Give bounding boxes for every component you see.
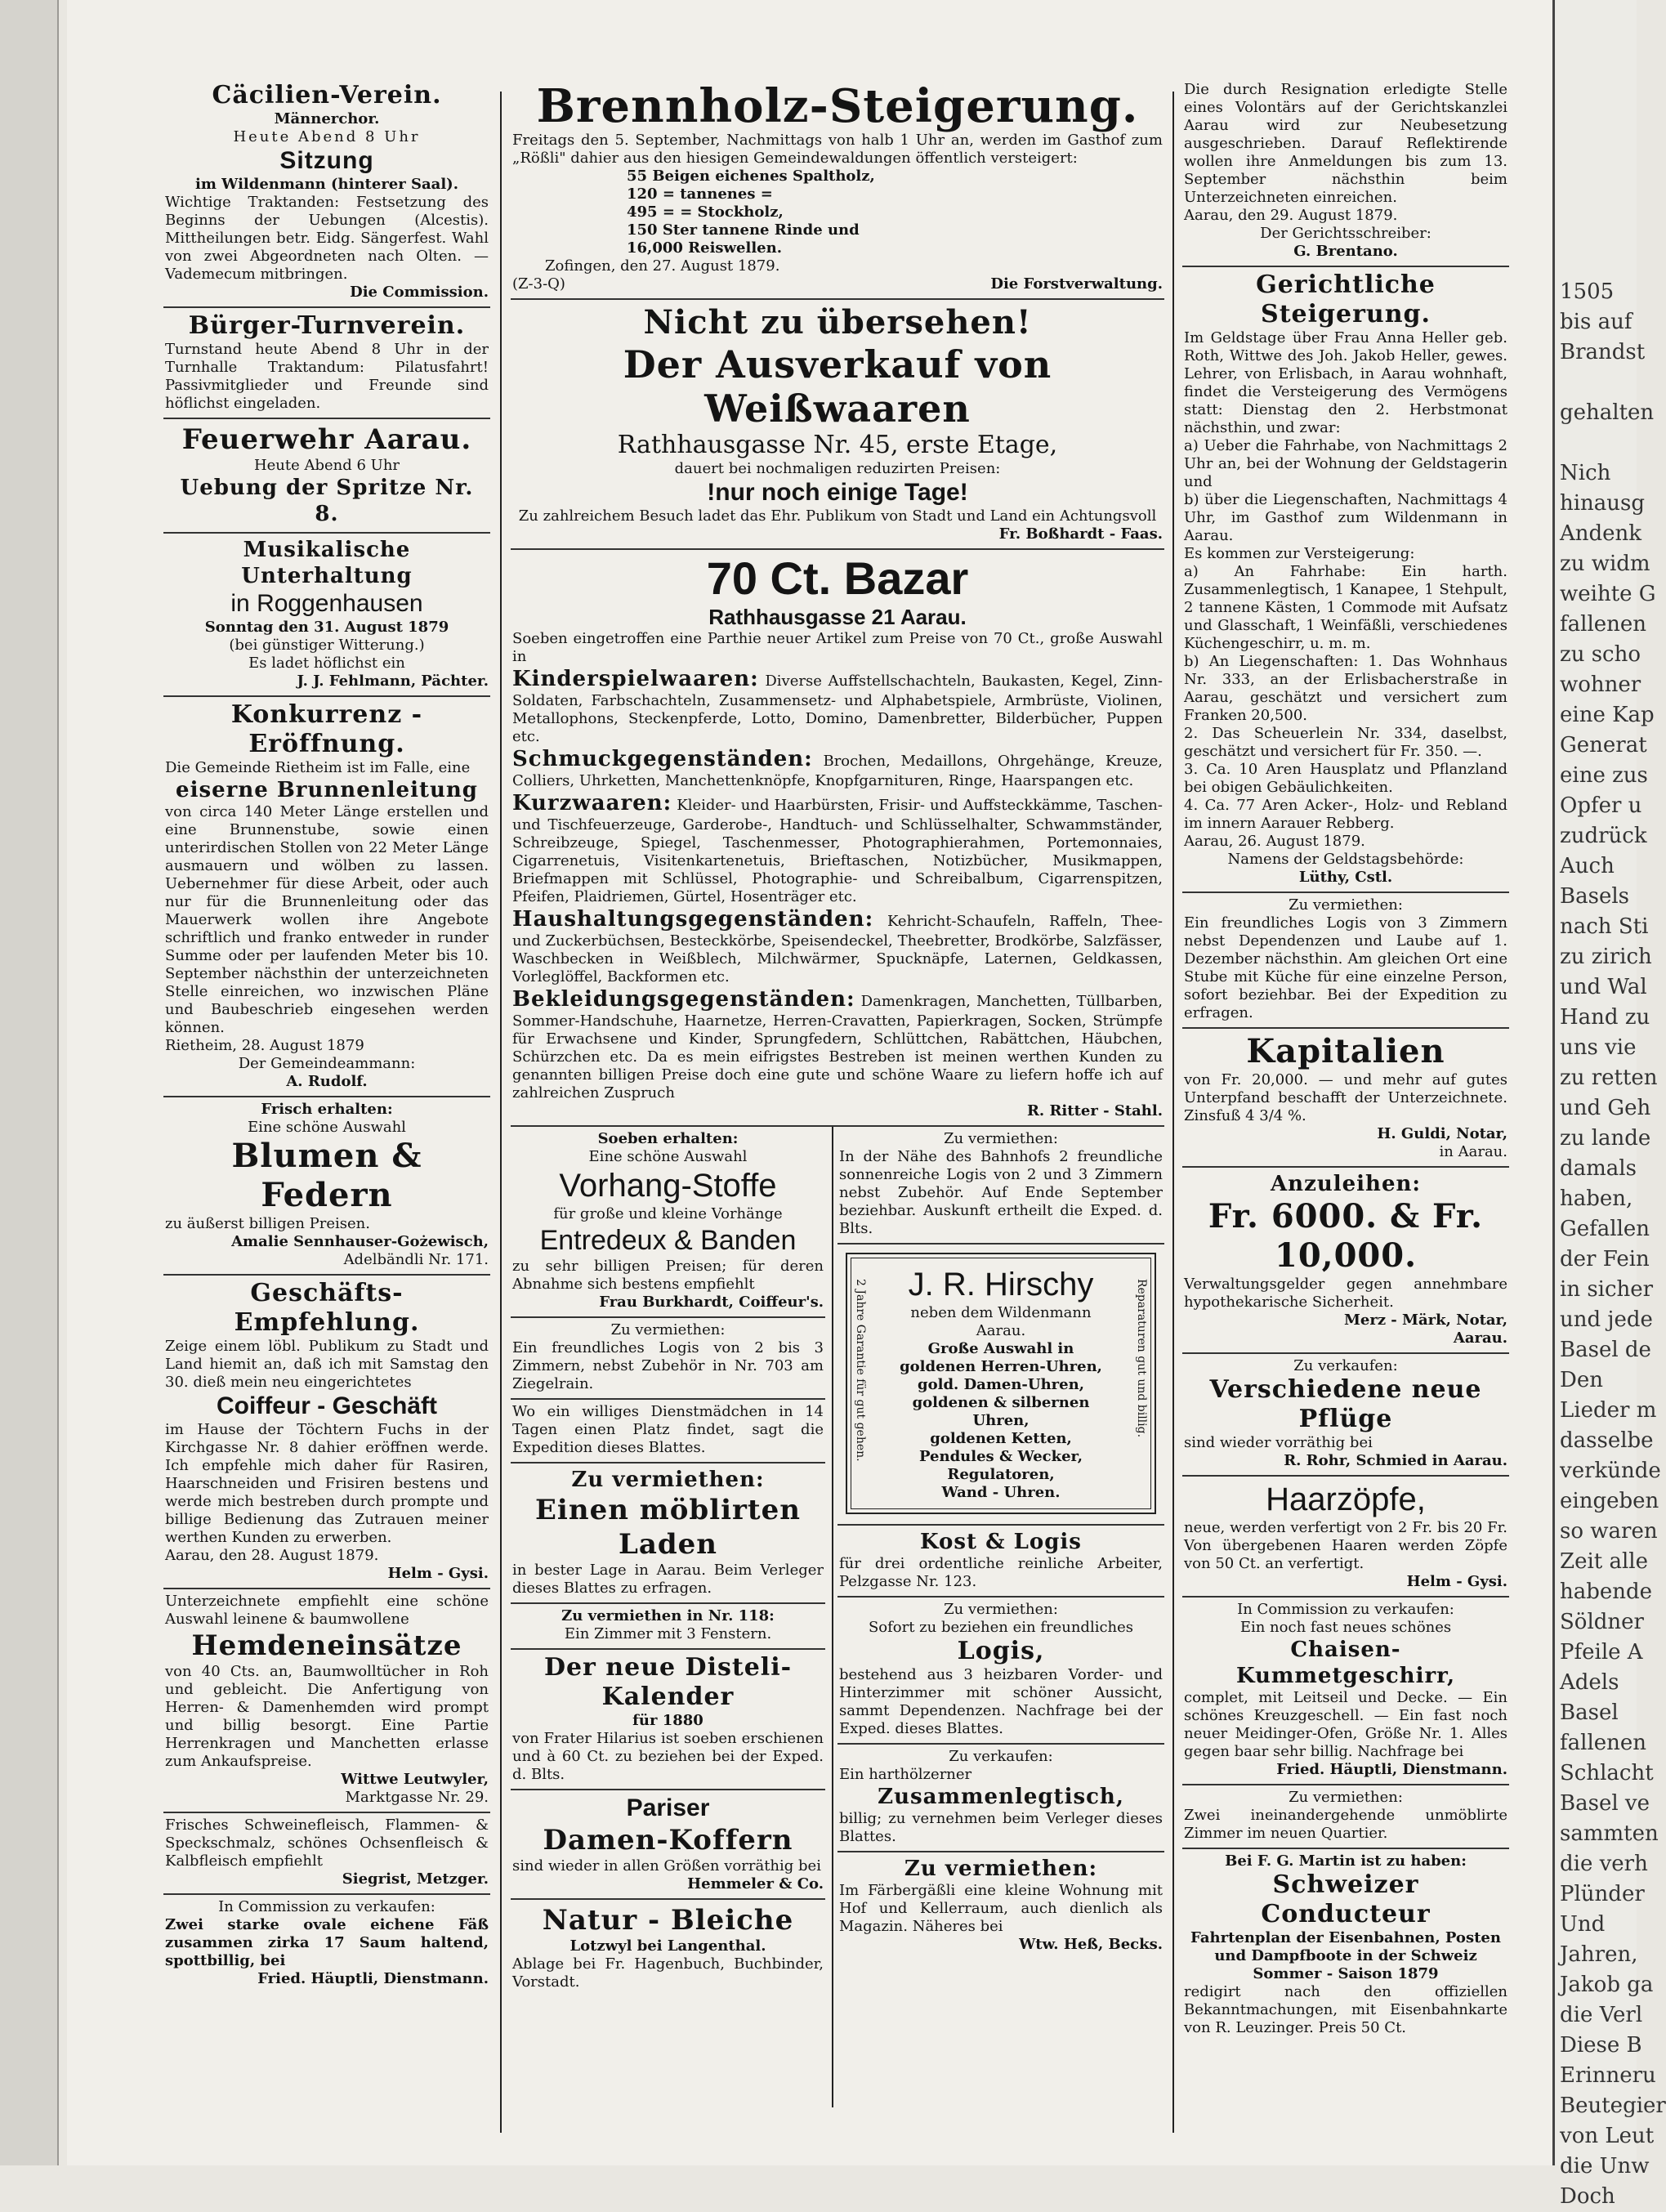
ad-zimmer-quartier: Zu vermiethen: Zwei ineinandergehende unmöblirte Zimmer im neuen Quartier. xyxy=(1182,1785,1509,1849)
adjacent-page-line: Erinneru xyxy=(1560,2063,1656,2088)
adjacent-page-line: Basel xyxy=(1560,1700,1619,1725)
adjacent-page-line: der Fein xyxy=(1560,1247,1650,1271)
ad-70ct-bazar: 70 Ct. Bazar Rathhausgasse 21 Aarau. Soeben eingetroffen eine Parthie neuer Artikel zum Preise von 70 Ct., große Auswahl in Kinderspielwaaren: Diverse Auffstellschachteln, Baukasten, Kegel, Zinn-Soldaten, Farbschachteln, Zusammensetz- und Alphabetspiele, Armbrüste, Violinen, Metallophons, Steckenpferde, Lotto, Domino, Damenbretter, Bilderbücher, Puppen etc. Schmuckgegenständen: Brochen, Medaillons, Ohrgehänge, Kreuze, Colliers, Uhrketten, Manchettenknöpfe, Knopfgarnituren, Ringe, Haarspangen etc. Kurzwaaren: Kleider- und Haarbürsten, Frisir- und Auffsteckkämme, Taschen- und Tischfeuerzeuge, Garderobe-, Handtuch- und Schlüsselhalter, Schwammständer, Schreibzeuge, Spiegel, Taschenmesser, Photographierahmen, Portemonnaies, Cigarrenetuis, Visitenkartenetuis, Brieftaschen, Notizbücher, Musikmappen, Briefmappen mit Schlüssel, Photographie- und Schreibalbum, Cigarrenspitzen, Pfeifen, Plaidriemen, Gürtel, Hosenträger etc. Haushaltungsgegenständen: Kehricht-Schaufeln, Raffeln, Thee- und Zuckerbüchsen, Besteckkörbe, Speisendeckel, Theebretter, Brodkörbe, Salzfässer, Waschbecken in Weißblech, Milchwärmer, Spucknäpfe, Laternen, Geldkassen, Vorleglöffel, Backformen etc. Bekleidungsgegenständen: Damenkragen, Manchetten, Tüllbarben, Sommer-Handschuhe, Haarnetze, Herren-Cravatten, Papierkragen, Socken, Strümpfe für Erwachsene und Kinder, Sprungfedern, Schlüttchen, Rabättchen, Häubchen, Schürzchen etc. Da es mein eifrigstes Bestreben ist meinen werthen Kunden zu genannten billigen Preise doch eine gute und schöne Waare zu liefern hoffe ich auf zahlreichen Zuspruch R. Ritter - Stahl. xyxy=(511,550,1164,1127)
adjacent-page-line: Jakob ga xyxy=(1560,1973,1654,1997)
ad-title: 70 Ct. Bazar xyxy=(706,552,969,604)
adjacent-page-line: zu scho xyxy=(1560,642,1641,667)
adjacent-page-line: von Leut xyxy=(1560,2124,1655,2148)
ad-feuerwehr: Feuerwehr Aarau. Heute Abend 6 Uhr Uebung der Spritze Nr. 8. xyxy=(163,419,490,534)
adjacent-page-line: Plünder xyxy=(1560,1882,1645,1906)
adjacent-page-line: habende xyxy=(1560,1580,1653,1604)
ad-schweinefleisch: Frisches Schweinefleisch, Flammen- & Speckschmalz, schönes Ochsenfleisch & Kalbfleisch empfiehlt Siegrist, Metzger. xyxy=(163,1813,490,1895)
adjacent-page-line: haben, xyxy=(1560,1186,1633,1211)
ad-haarzoepfe: Haarzöpfe, neue, werden verfertigt von 2 Fr. bis 20 Fr. Von übergebenen Haaren werden Zöpfe von 50 Ct. an verfertigt. Helm - Gysi. xyxy=(1182,1477,1509,1598)
column-3 xyxy=(1182,78,1509,2149)
adjacent-page-line: weihte G xyxy=(1560,582,1656,606)
ad-blumen-federn: Frisch erhalten: Eine schöne Auswahl Blumen & Federn zu äußerst billigen Preisen. Amalie Sennhauser-Gożewisch, Adelbändli Nr. 171. xyxy=(163,1097,490,1276)
adjacent-page-line: die Unw xyxy=(1560,2154,1650,2178)
ad-logis-dezember: Zu vermiethen: Ein freundliches Logis von 3 Zimmern nebst Dependenzen und Laube auf 1. Dezember nächsthin. Am gleichen Ort eine Stube mit Küche für eine einzelne Person, sofort beziehbar. Bei der Expedition zu erfragen. xyxy=(1182,893,1509,1029)
scan-left-margin xyxy=(0,0,59,2165)
ad-moeblirter-laden: Zu vermiethen: Einen möblirten Laden in bester Lage in Aarau. Beim Verleger dieses Blattes zu erfragen. xyxy=(511,1463,825,1604)
ad-buerger-turnverein: Bürger-Turnverein. Turnstand heute Abend 8 Uhr in der Turnhalle Traktandum: Pilatusfahrt! Passivmitglieder und Freunde sind höflichst eingeladen. xyxy=(163,308,490,419)
ad-brennholz-steigerung: Brennholz-Steigerung. Freitags den 5. September, Nachmittags von halb 1 Uhr an, werden im Gasthof zum „Rößli" dahier aus den hiesigen Gemeindewaldungen öffentlich versteigert: 55 Beigen eichenes Spaltholz, 120 = tannenes = 495 = = Stockholz, 150 Ster tannene Rinde und 16,000 Reiswellen. Zofingen, den 27. August 1879. (Z-3-Q) Die Forstverwaltung. xyxy=(511,78,1164,300)
ad-faesser: In Commission zu verkaufen: Zwei starke ovale eichene Fäß zusammen zirka 17 Saum haltend, spottbillig, bei Fried. Häuptli, Dienstmann. xyxy=(165,1898,489,1987)
column-2-lower xyxy=(511,1127,1164,2107)
ad-dienstmaedchen: Wo ein williges Dienstmädchen in 14 Tagen einen Platz findet, sagt die Expedition dieses Blattes. xyxy=(511,1400,825,1463)
ad-gerichtliche-steigerung: Gerichtliche Steigerung. Im Geldstage über Frau Anna Heller geb. Roth, Wittwe des Joh. Jakob Heller, gewes. Lehrer, von Erlisbach, in Aarau wohnhaft, findet die Versteigerung des Vermögens statt: Dienstag den 2. Herbstmonat nächsthin, und zwar: a) Ueber die Fahrhabe, von Nachmittags 2 Uhr an, bei der Wohnung der Geldstagerin und b) über die Liegenschaften, Nachmittags 4 Uhr, im Gasthof zum Wildenmann in Aarau. Es kommen zur Versteigerung: a) An Fahrhabe: Ein harth. Zusammenlegtisch, 1 Kanapee, 1 Stehpult, 2 tannene Kästen, 1 Commode mit Aufsatz und Glasschaft, 1 Weinfäßli, verschiedenes Küchengeschirr, u. m. m. b) An Liegenschaften: 1. Das Wohnhaus Nr. 333, an der Erlisbacherstraße in Aarau, geschätzt und versichert zum Franken 20,500. 2. Das Scheuerlein Nr. 334, daselbst, geschätzt und versichert für Fr. 350. —. 3. Ca. 10 Aren Hausplatz und Pflanzland bei obigen Gebäulichkeiten. 4. Ca. 77 Aren Acker-, Holz- und Rebland im innern Aarauer Rebberg. Aarau, 26. August 1879. Namens der Geldstagsbehörde: Lüthy, Cstl. xyxy=(1182,267,1509,893)
adjacent-page-line: fallenen xyxy=(1560,1731,1647,1755)
adjacent-page-line: die Verl xyxy=(1560,2003,1643,2027)
adjacent-page-line: zudrück xyxy=(1560,824,1647,848)
adjacent-page-line: eine Kap xyxy=(1560,703,1655,727)
ad-logis-3-zimmer: Zu vermiethen: Sofort zu beziehen ein freundliches Logis, bestehend aus 3 heizbaren Vorder- und Hinterzimmer mit schöner Aussicht, sammt Dependenzen. Nachfrage bei der Exped. dieses Blattes. xyxy=(837,1598,1164,1745)
ad-title: Cäcilien-Verein. xyxy=(212,81,442,109)
ad-title: Feuerwehr Aarau. xyxy=(181,423,472,456)
adjacent-page-line: Lieder m xyxy=(1560,1398,1657,1423)
ad-zimmer-118: Zu vermiethen in Nr. 118: Ein Zimmer mit 3 Fenstern. xyxy=(511,1604,825,1650)
adjacent-page-line: und jede xyxy=(1560,1307,1653,1332)
ad-konkurrenz: Konkurrenz - Eröffnung. Die Gemeinde Rietheim ist im Falle, eine eiserne Brunnenleitung von circa 140 Meter Länge erstellen und eine Brunnenstube, sowie einen unterirdischen Stollen von 22 Meter Länge ausmauern und wölben zu lassen. Uebernehmer für diese Arbeit, oder auch nur für die Brunnenleitung oder das Mauerwerk wollen ihre Angebote schriftlich und franko entweder in runder Summe oder per laufenden Meter bis 10. September nächsthin der unterzeichneten Stelle einreichen, wo inzwischen Pläne und Baubeschrieb eingesehen werden können. Rietheim, 28. August 1879 Der Gemeindeammann: A. Rudolf. xyxy=(163,697,490,1097)
column-rule xyxy=(832,1127,833,2107)
adjacent-page-line: uns vie xyxy=(1560,1035,1637,1060)
adjacent-page-line: Beutegier xyxy=(1560,2094,1666,2118)
ad-anzuleihen: Anzuleihen: Fr. 6000. & Fr. 10,000. Verwaltungsgelder gegen annehmbare hypothekarische Sicherheit. Merz - Märk, Notar, Aarau. xyxy=(1182,1168,1509,1354)
adjacent-page-line: wohner xyxy=(1560,673,1641,697)
ad-schweizer-conducteur: Bei F. G. Martin ist zu haben: Schweizer Conducteur Fahrtenplan der Eisenbahnen, Posten und Dampfboote in der Schweiz Sommer - Saison 1879 redigirt nach den offiziellen Bekanntmachungen, mit Eisenbahnkarte von R. Leuzinger. Preis 50 Ct. xyxy=(1184,1852,1507,2036)
adjacent-page-line: Auch xyxy=(1560,854,1615,878)
ad-title: Musikalische Unterhaltung xyxy=(241,538,413,588)
adjacent-page-line: eine zus xyxy=(1560,763,1648,788)
adjacent-page-line: Generat xyxy=(1560,733,1647,757)
ad-wohnung-faerbergaessli: Zu vermiethen: Im Färbergäßli eine kleine Wohnung mit Hof und Kellerraum, auch dienlich als Magazin. Näheres bei Wtw. Heß, Becks. xyxy=(839,1857,1163,1953)
adjacent-page-line: und Wal xyxy=(1560,975,1647,999)
adjacent-page-line: Nich xyxy=(1560,461,1611,485)
adjacent-page-line: verkünde xyxy=(1560,1459,1661,1483)
adjacent-page-line: Pfeile A xyxy=(1560,1640,1643,1665)
adjacent-page-line: Jahren, xyxy=(1560,1942,1638,1967)
adjacent-page-line: Basels xyxy=(1560,884,1629,909)
adjacent-page-line: so waren xyxy=(1560,1519,1658,1544)
adjacent-page-line: 1505 xyxy=(1560,279,1615,304)
ad-kost-logis: Kost & Logis für drei ordentliche reinliche Arbeiter, Pelzgasse Nr. 123. xyxy=(837,1526,1164,1598)
adjacent-page-line: zu lande xyxy=(1560,1126,1651,1151)
adjacent-page-line: Basel ve xyxy=(1560,1791,1650,1816)
adjacent-page-line: Und xyxy=(1560,1912,1606,1937)
ad-title: Gerichtliche Steigerung. xyxy=(1256,270,1436,328)
adjacent-page-line: Basel de xyxy=(1560,1338,1651,1362)
adjacent-page-line: eingeben xyxy=(1560,1489,1659,1513)
column-1 xyxy=(163,78,490,2149)
ad-title: Brennholz-Steigerung. xyxy=(536,79,1139,133)
adjacent-page-line: in sicher xyxy=(1560,1277,1654,1302)
adjacent-page-line: Zeit alle xyxy=(1560,1549,1648,1574)
adjacent-page-strip xyxy=(1552,0,1666,2209)
adjacent-page-line xyxy=(1555,96,1637,126)
adjacent-page-line: Brandst xyxy=(1560,340,1646,364)
adjacent-page-line: Schlacht xyxy=(1560,1761,1654,1785)
adjacent-page-line: Andenk xyxy=(1560,521,1642,546)
ad-damen-koffern: Pariser Damen-Koffern sind wieder in allen Größen vorräthig bei Hemmeler & Co. xyxy=(511,1790,825,1900)
column-2b xyxy=(837,1127,1164,1959)
adjacent-page-line: bis auf xyxy=(1560,310,1633,334)
adjacent-page-line: hinausg xyxy=(1560,491,1646,516)
adjacent-page-line: Adels xyxy=(1560,1670,1619,1695)
ad-kummetgeschirr: In Commission zu verkaufen: Ein noch fast neues schönes Chaisen-Kummetgeschirr, complet, mit Leitseil und Decke. — Ein schönes Kreuzgeschell. — Ein fast noch neuer Meidinger-Ofen, Größe Nr. 1. Alles gegen baar sehr billig. Nachfrage bei Fried. Häuptli, Dienstmann. xyxy=(1182,1598,1509,1785)
adjacent-page-line: zu zirich xyxy=(1560,945,1652,969)
ad-title: Geschäfts-Empfehlung. xyxy=(234,1279,420,1337)
adjacent-page-line: Gefallen xyxy=(1560,1217,1650,1241)
ad-volontaer: Die durch Resignation erledigte Stelle eines Volontärs auf der Gerichtskanzlei Aarau wird zur Neubesetzung ausgeschrieben. Darauf Reflektirende wollen ihre Anmeldungen bis zum 13. September nächsthin beim Unterzeichneten einreichen. Aarau, den 29. August 1879. Der Gerichtsschreiber: G. Brentano. xyxy=(1182,78,1509,267)
adjacent-page-line: nach Sti xyxy=(1560,914,1649,939)
ad-title: Konkurrenz - Eröffnung. xyxy=(230,700,423,758)
adjacent-page-line xyxy=(1555,368,1637,398)
ad-logis-bahnhof: Zu vermiethen: In der Nähe des Bahnhofs 2 freundliche sonnenreiche Logis von 2 und 3 Zimmern nebst Zubehör. Auf Ende September beziehbar. Auskunft ertheilt die Exped. d. Blts. xyxy=(837,1127,1164,1245)
adjacent-page-line: gehalten xyxy=(1560,400,1655,425)
adjacent-page-line: Söldner xyxy=(1560,1610,1644,1634)
adjacent-page-line xyxy=(1555,247,1637,277)
ad-musik-unterhaltung: Musikalische Unterhaltung in Roggenhausen Sonntag den 31. August 1879 (bei günstiger Witterung.) Es ladet höflichst ein J. J. Fehlmann, Pächter. xyxy=(163,534,490,697)
ad-vorhang-stoffe: Soeben erhalten: Eine schöne Auswahl Vorhang-Stoffe für große und kleine Vorhänge Entredeux & Banden zu sehr billigen Preisen; für deren Abnahme sich bestens empfiehlt Frau Burkhardt, Coiffeur's. xyxy=(511,1127,825,1318)
adjacent-page-line: Den xyxy=(1560,1368,1603,1392)
adjacent-page-line xyxy=(1555,156,1637,186)
adjacent-page-line: dasselbe xyxy=(1560,1428,1654,1453)
adjacent-page-line: damals xyxy=(1560,1156,1637,1181)
adjacent-page-line: die verh xyxy=(1560,1852,1648,1876)
ad-title: Bürger-Turnverein. xyxy=(188,311,466,340)
ad-hemdeneinsaetze: Unterzeichnete empfiehlt eine schöne Auswahl leinene & baumwollene Hemdeneinsätze von 40 Cts. an, Baumwolltücher in Roh und gebleicht. Die Anfertigung von Herren- & Damenhemden wird prompt und billig besorgt. Eine Partie Herrenkragen und Manchetten erlasse zum Ankaufspreise. Wittwe Leutwyler, Marktgasse Nr. 29. xyxy=(163,1589,490,1813)
adjacent-page-line: zu retten xyxy=(1560,1066,1658,1090)
adjacent-page-line xyxy=(1555,217,1637,247)
adjacent-page-line xyxy=(1555,126,1637,156)
ad-disteli-kalender: Der neue Disteli-Kalender für 1880 von Frater Hilarius ist soeben erschienen und à 60 Ct. zu beziehen bei der Exped. d. Blts. xyxy=(511,1650,825,1790)
adjacent-page-line: Hand zu xyxy=(1560,1005,1650,1030)
adjacent-page-line xyxy=(1555,65,1637,96)
column-rule xyxy=(500,92,502,2133)
adjacent-page-line: Opfer u xyxy=(1560,793,1642,818)
adjacent-page-line xyxy=(1555,186,1637,217)
ad-geschaefts-empfehlung: Geschäfts-Empfehlung. Zeige einem löbl. Publikum zu Stadt und Land hiemit an, daß ich mit Samstag den 30. dieß mein neu eingerichtetes Coiffeur - Geschäft im Hause der Töchtern Fuchs in der Kirchgasse Nr. 8 dahier eröffnen werde. Ich empfehle mich daher für Rasiren, Haarschneiden und Frisiren bestens und werde mich bestreben durch prompte und billige Bedienung das Zutrauen meiner werthen Kunden zu erwerben. Aarau, den 28. August 1879. Helm - Gysi. xyxy=(163,1276,490,1589)
adjacent-page-line: Doch xyxy=(1560,2184,1615,2209)
ad-natur-bleiche: Natur - Bleiche Lotzwyl bei Langenthal. Ablage bei Fr. Hagenbuch, Buchbinder, Vorstadt. xyxy=(512,1904,824,1991)
ad-zusammenlegtisch: Zu verkaufen: Ein harthölzerner Zusammenlegtisch, billig; zu vernehmen beim Verleger dieses Blattes. xyxy=(837,1745,1164,1852)
ad-logis-ziegelrain: Zu vermiethen: Ein freundliches Logis von 2 bis 3 Zimmern, nebst Zubehör in Nr. 703 am Ziegelrain. xyxy=(511,1318,825,1400)
ad-title: Nicht zu übersehen! xyxy=(643,303,1032,342)
wood-list: 55 Beigen eichenes Spaltholz, 120 = tannenes = 495 = = Stockholz, 150 Ster tannene Rinde und 16,000 Reiswellen. xyxy=(627,168,875,257)
ad-pfluege: Zu verkaufen: Verschiedene neue Pflüge sind wieder vorräthig bei R. Rohr, Schmied in Aarau. xyxy=(1182,1354,1509,1477)
ad-kapitalien: Kapitalien von Fr. 20,000. — und mehr auf gutes Unterpfand beschafft der Unterzeichnete. Zinsfuß 4 3/4 %. H. Guldi, Notar, in Aarau. xyxy=(1182,1029,1509,1168)
column-rule xyxy=(1172,92,1174,2133)
ad-weisswaaren: Nicht zu übersehen! Der Ausverkauf von Weißwaaren Rathhausgasse Nr. 45, erste Etage, dauert bei nochmaligen reduzirten Preisen: !nur noch einige Tage! Zu zahlreichem Besuch ladet das Ehr. Publikum von Stadt und Land ein Achtungsvoll Fr. Boßhardt - Faas. xyxy=(511,300,1164,550)
ad-hirschy-uhren: 2 Jahre Garantie für gut gehen. Reparaturen gut und billig. J. R. Hirschy neben dem Wildenmann Aarau. Große Auswahl in goldenen Herren-Uhren, gold. Damen-Uhren, goldenen & silbernen Uhren, goldenen Ketten, Pendules & Wecker, Regulatoren, Wand - Uhren. xyxy=(837,1245,1164,1526)
adjacent-page-line: und Geh xyxy=(1560,1096,1651,1120)
adjacent-page-line: sammten xyxy=(1560,1821,1659,1846)
column-2a xyxy=(511,1127,825,1996)
column-2 xyxy=(511,78,1164,2149)
adjacent-page-line: fallenen xyxy=(1560,612,1647,637)
adjacent-page-line: zu widm xyxy=(1560,552,1650,576)
adjacent-page-line: Diese B xyxy=(1560,2033,1642,2058)
adjacent-page-line xyxy=(1555,428,1637,458)
ad-caecilien-verein: Cäcilien-Verein. Männerchor. Heute Abend 8 Uhr Sitzung im Wildenmann (hinterer Saal). Wichtige Traktanden: Festsetzung des Beginns der Uebungen (Alcestis). Mittheilungen betr. Eidg. Sängerfest. Wahl von zwei Abgeordneten nach Olten. — Vademecum mitbringen. Die Commission. xyxy=(163,78,490,308)
